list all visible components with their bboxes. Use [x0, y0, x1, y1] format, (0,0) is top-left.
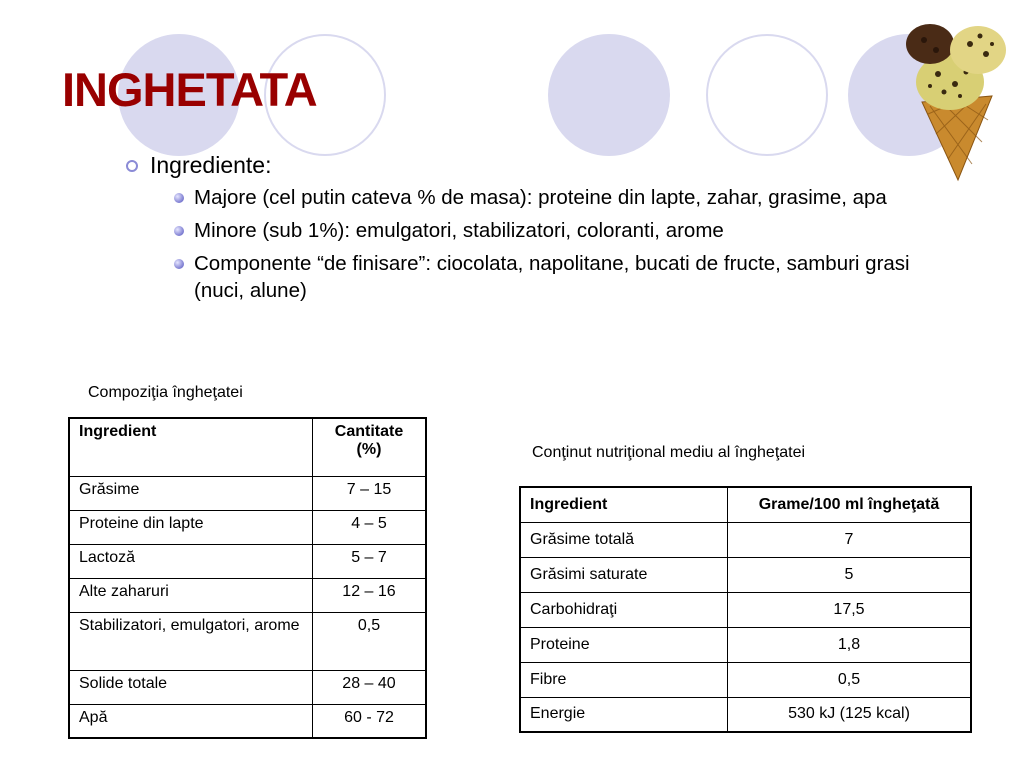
- bullet-list: [126, 152, 946, 311]
- table-cell: 0,5: [728, 662, 972, 697]
- bullet-level1: [126, 152, 946, 179]
- table-cell: 530 kJ (125 kcal): [728, 697, 972, 732]
- nutrition-table: [519, 486, 972, 733]
- table-cell: 60 - 72: [313, 704, 427, 738]
- table-row: [520, 627, 971, 662]
- table-cell: 7: [728, 522, 972, 557]
- table2-caption: Conţinut nutriţional mediu al îngheţatei: [532, 444, 806, 461]
- bullet-item: [174, 185, 946, 211]
- table1-caption: Compoziţia îngheţatei: [88, 384, 243, 401]
- table-cell: 1,8: [728, 627, 972, 662]
- table-cell: Apă: [69, 704, 313, 738]
- table-cell: Grăsime totală: [520, 522, 728, 557]
- table-cell: 4 – 5: [313, 510, 427, 544]
- table-cell: Carbohidraţi: [520, 592, 728, 627]
- table-header-cell: Ingredient: [69, 418, 313, 476]
- table-cell: Grăsimi saturate: [520, 557, 728, 592]
- table-header-cell: Grame/100 ml îngheţată: [728, 487, 972, 522]
- table-cell: Lactoză: [69, 544, 313, 578]
- table-row: [69, 578, 426, 612]
- table-row: [520, 522, 971, 557]
- table-row: [520, 662, 971, 697]
- table-cell: Alte zaharuri: [69, 578, 313, 612]
- table-cell: Proteine din lapte: [69, 510, 313, 544]
- table-header-cell: Cantitate (%): [313, 418, 427, 476]
- table-cell: Proteine: [520, 627, 728, 662]
- bullet-item: [174, 251, 946, 303]
- table-cell: 5: [728, 557, 972, 592]
- table-row: [520, 592, 971, 627]
- table-header-row: [69, 418, 426, 476]
- table-row: [69, 612, 426, 670]
- dot-bullet-icon: [174, 226, 184, 236]
- table-cell: 28 – 40: [313, 670, 427, 704]
- table-cell: 17,5: [728, 592, 972, 627]
- bullet-level1-text: Ingrediente:: [150, 152, 272, 178]
- composition-table: [68, 417, 427, 739]
- bullet-text: Componente “de finisare”: ciocolata, napolitane, bucati de fructe, samburi grasi (nuci, alune): [194, 252, 910, 302]
- ring-bullet-icon: [126, 160, 138, 172]
- slide-title: INGHETATA: [62, 63, 317, 116]
- bullet-text: Majore (cel putin cateva % de masa): proteine din lapte, zahar, grasime, apa: [194, 186, 887, 209]
- dot-bullet-icon: [174, 193, 184, 203]
- dot-bullet-icon: [174, 259, 184, 269]
- table-row: [69, 704, 426, 738]
- table-cell: Fibre: [520, 662, 728, 697]
- table-cell: Stabilizatori, emulgatori, arome: [69, 612, 313, 670]
- bullet-item: [174, 218, 946, 244]
- table-cell: Solide totale: [69, 670, 313, 704]
- table-header-row: [520, 487, 971, 522]
- table-cell: Energie: [520, 697, 728, 732]
- table-cell: 0,5: [313, 612, 427, 670]
- table-cell: Grăsime: [69, 476, 313, 510]
- table-row: [520, 557, 971, 592]
- bullet-text: Minore (sub 1%): emulgatori, stabilizatori, coloranti, arome: [194, 219, 724, 243]
- table-header-cell: Ingredient: [520, 487, 728, 522]
- table-row: [69, 510, 426, 544]
- table-cell: 5 – 7: [313, 544, 427, 578]
- table-cell: 7 – 15: [313, 476, 427, 510]
- table-row: [520, 697, 971, 732]
- table-row: [69, 476, 426, 510]
- table-row: [69, 544, 426, 578]
- decor-circle-4: [706, 34, 828, 156]
- table-row: [69, 670, 426, 704]
- table-cell: 12 – 16: [313, 578, 427, 612]
- decor-circle-3: [548, 34, 670, 156]
